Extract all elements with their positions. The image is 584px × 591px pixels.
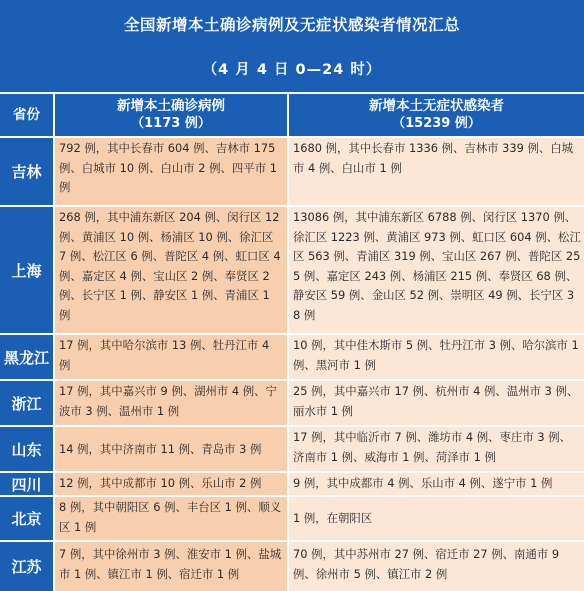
row-confirmed-jilin: 792 例，其中长春市 604 例、吉林市 175 例、白城市 10 例、白山市 2 例、四平市 1 例	[55, 138, 289, 207]
header-asymptomatic	[289, 94, 584, 138]
row-province-jilin: 吉林	[0, 138, 55, 207]
table-subtitle: （4 月 4 日 0—24 时）	[202, 62, 382, 78]
row-province-shandong: 山东	[0, 427, 55, 473]
row-confirmed-shanghai: 268 例，其中浦东新区 204 例、闵行区 12 例、黄浦区 10 例、杨浦区 10 例、徐汇区 7 例、松江区 6 例、普陀区 4 例、虹口区 4 例、嘉定区 4 例、宝山区 2 例、奉贤区 2 例、长宁区 1 例、静安区 1 例、青浦区 1 例	[55, 207, 289, 335]
row-confirmed-zhejiang: 17 例，其中嘉兴市 9 例、湖州市 4 例、宁波市 3 例、温州市 1 例	[55, 381, 289, 427]
header-province	[0, 94, 55, 138]
row-province-jiangsu: 江苏	[0, 542, 55, 591]
row-asymptomatic-sichuan: 9 例，其中成都市 4 例、乐山市 4 例、遂宁市 1 例	[289, 473, 584, 497]
row-confirmed-shandong: 14 例，其中济南市 11 例、青岛市 3 例	[55, 427, 289, 473]
header-asymptomatic-label: 新增本土无症状感染者	[369, 98, 504, 114]
row-asymptomatic-jiangsu: 70 例，其中苏州市 27 例、宿迁市 27 例、南通市 9 例、徐州市 5 例、镇江市 2 例	[289, 542, 584, 591]
row-asymptomatic-shandong: 17 例，其中临沂市 7 例、潍坊市 4 例、枣庄市 3 例、济南市 1 例、威海市 1 例、菏泽市 1 例	[289, 427, 584, 473]
row-province-sichuan: 四川	[0, 473, 55, 497]
header-confirmed	[55, 94, 289, 138]
row-province-beijing: 北京	[0, 497, 55, 542]
row-asymptomatic-zhejiang: 25 例，其中嘉兴市 17 例、杭州市 4 例、温州市 3 例、丽水市 1 例	[289, 381, 584, 427]
table-title: 全国新增本土确诊病例及无症状感染者情况汇总	[123, 16, 460, 34]
row-confirmed-beijing: 8 例，其中朝阳区 6 例、丰台区 1 例、顺义区 1 例	[55, 497, 289, 542]
header-confirmed-label: 新增本土确诊病例	[117, 98, 225, 114]
row-asymptomatic-shanghai: 13086 例，其中浦东新区 6788 例、闵行区 1370 例、徐汇区 1223 例、黄浦区 973 例、虹口区 604 例、松江区 563 例、青浦区 319 例、宝山区 267 例、普陀区 255 例、嘉定区 243 例、杨浦区 215 例、奉贤区 68 例、静安区 59 例、金山区 52 例、崇明区 49 例、长宁区 38 例	[289, 207, 584, 335]
header-asymptomatic-total: （15239 例）	[392, 116, 481, 131]
row-province-heilongjiang: 黑龙江	[0, 335, 55, 381]
row-asymptomatic-beijing: 1 例，在朝阳区	[289, 497, 584, 542]
row-asymptomatic-jilin: 1680 例，其中长春市 1336 例、吉林市 339 例、白城市 4 例、白山市 1 例	[289, 138, 584, 207]
row-province-shanghai: 上海	[0, 207, 55, 335]
row-province-zhejiang: 浙江	[0, 381, 55, 427]
row-confirmed-heilongjiang: 17 例，其中哈尔滨市 13 例、牡丹江市 4 例	[55, 335, 289, 381]
header-province-label: 省份	[13, 106, 40, 123]
row-confirmed-sichuan: 12 例，其中成都市 10 例、乐山市 2 例	[55, 473, 289, 497]
header-confirmed-total: （1173 例）	[131, 116, 211, 131]
row-asymptomatic-heilongjiang: 10 例，其中佳木斯市 5 例、牡丹江市 3 例、哈尔滨市 1 例、黑河市 1 例	[289, 335, 584, 381]
table-title-block	[0, 0, 584, 94]
row-confirmed-jiangsu: 7 例，其中徐州市 3 例、淮安市 1 例、盐城市 1 例、镇江市 1 例、宿迁市 1 例	[55, 542, 289, 591]
